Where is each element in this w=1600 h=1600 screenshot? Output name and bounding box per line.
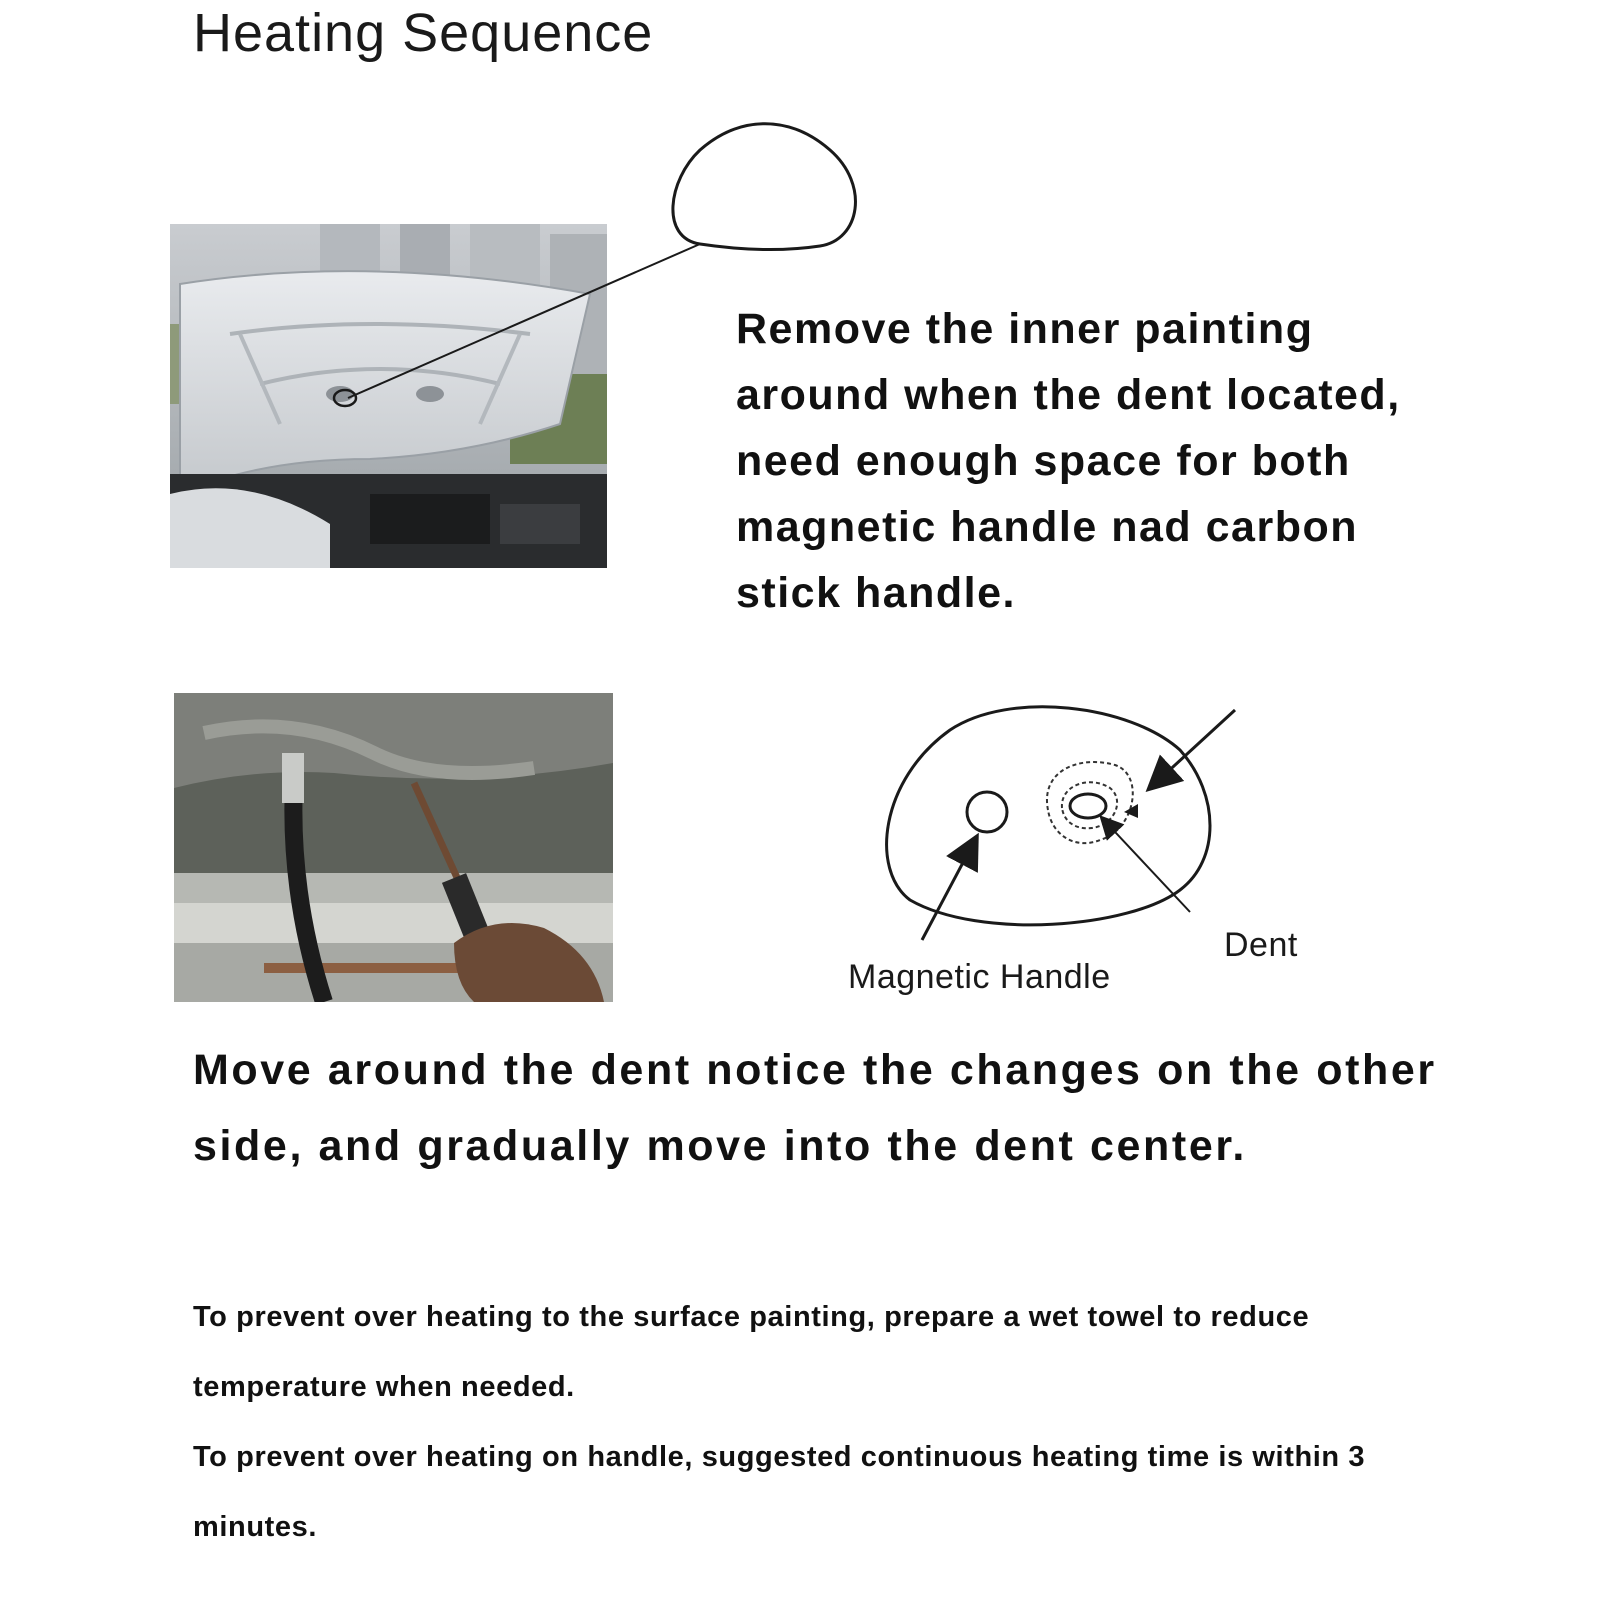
pointer-arrow-top	[1150, 710, 1235, 788]
magnetic-handle-arrow	[922, 838, 976, 940]
note-surface-painting: To prevent over heating to the surface painting, prepare a wet towel to reduce temperature when needed.	[193, 1301, 1310, 1403]
note-handle-heating: To prevent over heating on handle, suggested continuous heating time is within 3 minutes.	[193, 1441, 1366, 1543]
dent-center	[1070, 794, 1106, 818]
step-1-instruction: Remove the inner painting around when the dent located, need enough space for both magnetic handle nad carbon stick handle.	[736, 305, 1401, 617]
magnetic-handle-circle	[967, 792, 1007, 832]
page-title: Heating Sequence	[193, 3, 654, 63]
safety-notes	[193, 1282, 1443, 1562]
dent-callout-outline	[673, 124, 856, 250]
car-hood-photo	[170, 224, 607, 568]
step-2-instruction: Move around the dent notice the changes on the other side, and gradually move into the dent center.	[193, 1046, 1437, 1170]
dent-outer-contour	[1047, 762, 1133, 843]
heating-photo	[174, 693, 613, 1002]
dent-label: Dent	[1224, 926, 1298, 964]
magnetic-handle-label: Magnetic Handle	[848, 958, 1111, 996]
dent-arrow	[1102, 818, 1190, 912]
